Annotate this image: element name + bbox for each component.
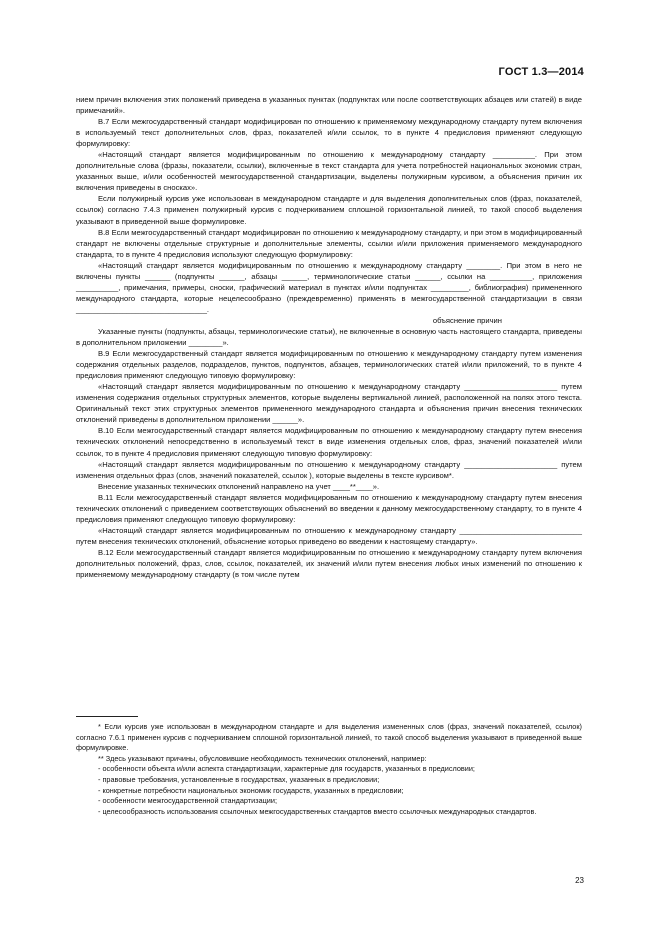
paragraph: Если полужирный курсив уже использован в международном стандарте и для выделения дополнительных слов (фраз, показателей, ссылок) согласно 7.4.3 применен полужирный курсив с подчеркиванием сплошной горизонтальной линией, то такой способ выделения указывают в приведенной выше формулировке. <box>76 194 582 226</box>
paragraph: «Настоящий стандарт является модифицированным по отношению к международному стандарту _____________________________ путем внесения технических отклонений, объяснение которых приведено во введении к настоящему стандарту». <box>76 525 582 546</box>
paragraph: «Настоящий стандарт является модифицированным по отношению к международному стандарту ______________________ путем изменения содержания отдельных структурных элементов, которые выделены вертикальной линией, расположенной на полях этого текста. Оригинальный текст этих структурных элементов примененного международного стандарта и объяснения причин внесения технических отклонений приведены в дополнительном приложении ______». <box>76 382 582 425</box>
paragraph: В.10 Если межгосударственный стандарт является модифицированным по отношению к международному стандарту путем внесения технических отклонений непосредственно в используемый текст в виде изменения отдельных слов, фраз, значений показателей и/или ссылок, то в пункте 4 предисловия применяют следующую типовую формулировку: <box>76 426 582 458</box>
footnote-separator <box>76 716 138 717</box>
footnote: ** Здесь указывают причины, обусловившие необходимость технических отклонений, например: <box>98 753 427 763</box>
paragraph: «Настоящий стандарт является модифицированным по отношению к международному стандарту ______________________ путем изменения отдельных фраз (слов, значений показателей, ссылок ), которые выделены в тексте курсивом*. <box>76 459 582 480</box>
paragraph: Указанные пункты (подпункты, абзацы, терминологические статьи), не включенные в основную часть настоящего стандарта, приведены в дополнительном приложении ________». <box>76 326 582 348</box>
paragraph: Внесение указанных технических отклонений направлено на учет ____**____». <box>98 481 380 491</box>
paragraph: В.8 Если межгосударственный стандарт модифицирован по отношению к международному стандарту, и при этом в модифицированный стандарт не включены отдельные структурные и дополнительные элементы, ссылки и/или приложения применяемого международного стандарта, то в пункте 4 предисловия используют следующую формулировку: <box>76 227 582 259</box>
page-number: 23 <box>575 876 584 885</box>
underline-note: объяснение причин <box>432 315 502 325</box>
paragraph: «Настоящий стандарт является модифицированным по отношению к международному стандарту ________. При этом в него не включены пункты ______ (подпункты ______, абзацы ______, терминологические статьи ______, ссылки на __________, приложения __________, примечания, примеры, сноски, графический материал в пунктах и/или подпунктах _________, библиография) примененного международного стандарта, которые нецелесообразно (преждевременно) применять в межгосударственной стандартизации в связи _______________________________. <box>76 260 582 314</box>
paragraph: В.7 Если межгосударственный стандарт модифицирован по отношению к применяемому международному стандарту путем включения в используемый текст дополнительных слов, фраз, показателей и/или ссылок, то в пункте 4 предисловия применяют следующую формулировку: <box>76 117 582 149</box>
footnote: - особенности объекта и/или аспекта стандартизации, характерные для государств, указанных в предисловии; <box>98 764 475 774</box>
paragraph: «Настоящий стандарт является модифицированным по отношению к международному стандарту __________. При этом дополнительные слова (фразы, показатели, ссылки), включенные в текст стандарта для учета потребностей национальных экономик стран, указанных выше, и/или особенностей межгосударственной стандартизации, выделены полужирным курсивом, а объяснения причин их включения приведены в сносках». <box>76 150 582 193</box>
footnote: - правовые требования, установленные в государствах, указанных в предисловии; <box>98 774 380 784</box>
paragraph: нием причин включения этих положений приведена в указанных пунктах (подпунктах или после соответствующих абзацев или статей) в виде примечаний». <box>76 95 582 116</box>
footnote: * Если курсив уже использован в международном стандарте и для выделения измененных слов (фраз, значений показателей, ссылок) согласно 7.6.1 применен курсив с подчеркиванием сплошной горизонтальной линией, то такой способ выделения указывают в приведенной выше формулировке. <box>76 722 582 753</box>
paragraph: В.12 Если межгосударственный стандарт является модифицированным по отношению к международному стандарту путем включения дополнительных положений, фраз, слов, ссылок, показателей, их значений и/или путем внесения любых иных изменений по отношению к применяемому международному стандарту (в том числе путем <box>76 547 582 580</box>
footnote: - конкретные потребности национальных экономик государств, указанных в предисловии; <box>98 785 404 795</box>
main-text <box>76 94 582 580</box>
footnote: - особенности межгосударственной стандартизации; <box>98 796 277 806</box>
paragraph: В.11 Если межгосударственный стандарт является модифицированным по отношению к международному стандарту путем внесения технических отклонений с приведением соответствующих объяснений во введении к данному межгосударственному стандарту, то в пункте 4 предисловия применяют следующую типовую формулировку: <box>76 492 582 524</box>
paragraph-group-2 <box>76 326 582 580</box>
paragraph: В.9 Если межгосударственный стандарт является модифицированным по отношению к международному стандарту путем изменения содержания отдельных разделов, подразделов, пунктов, подпунктов, абзацев, терминологических статей и/или приложений, то в пункте 4 предисловия применяют следующую типовую формулировку: <box>76 349 582 381</box>
footnotes <box>76 722 582 817</box>
paragraph-group-1 <box>76 94 582 315</box>
standard-code-header: ГОСТ 1.3—2014 <box>498 66 584 78</box>
footnote: - целесообразность использования ссылочных межгосударственных стандартов вместо ссылочных международных стандартов. <box>98 806 537 816</box>
